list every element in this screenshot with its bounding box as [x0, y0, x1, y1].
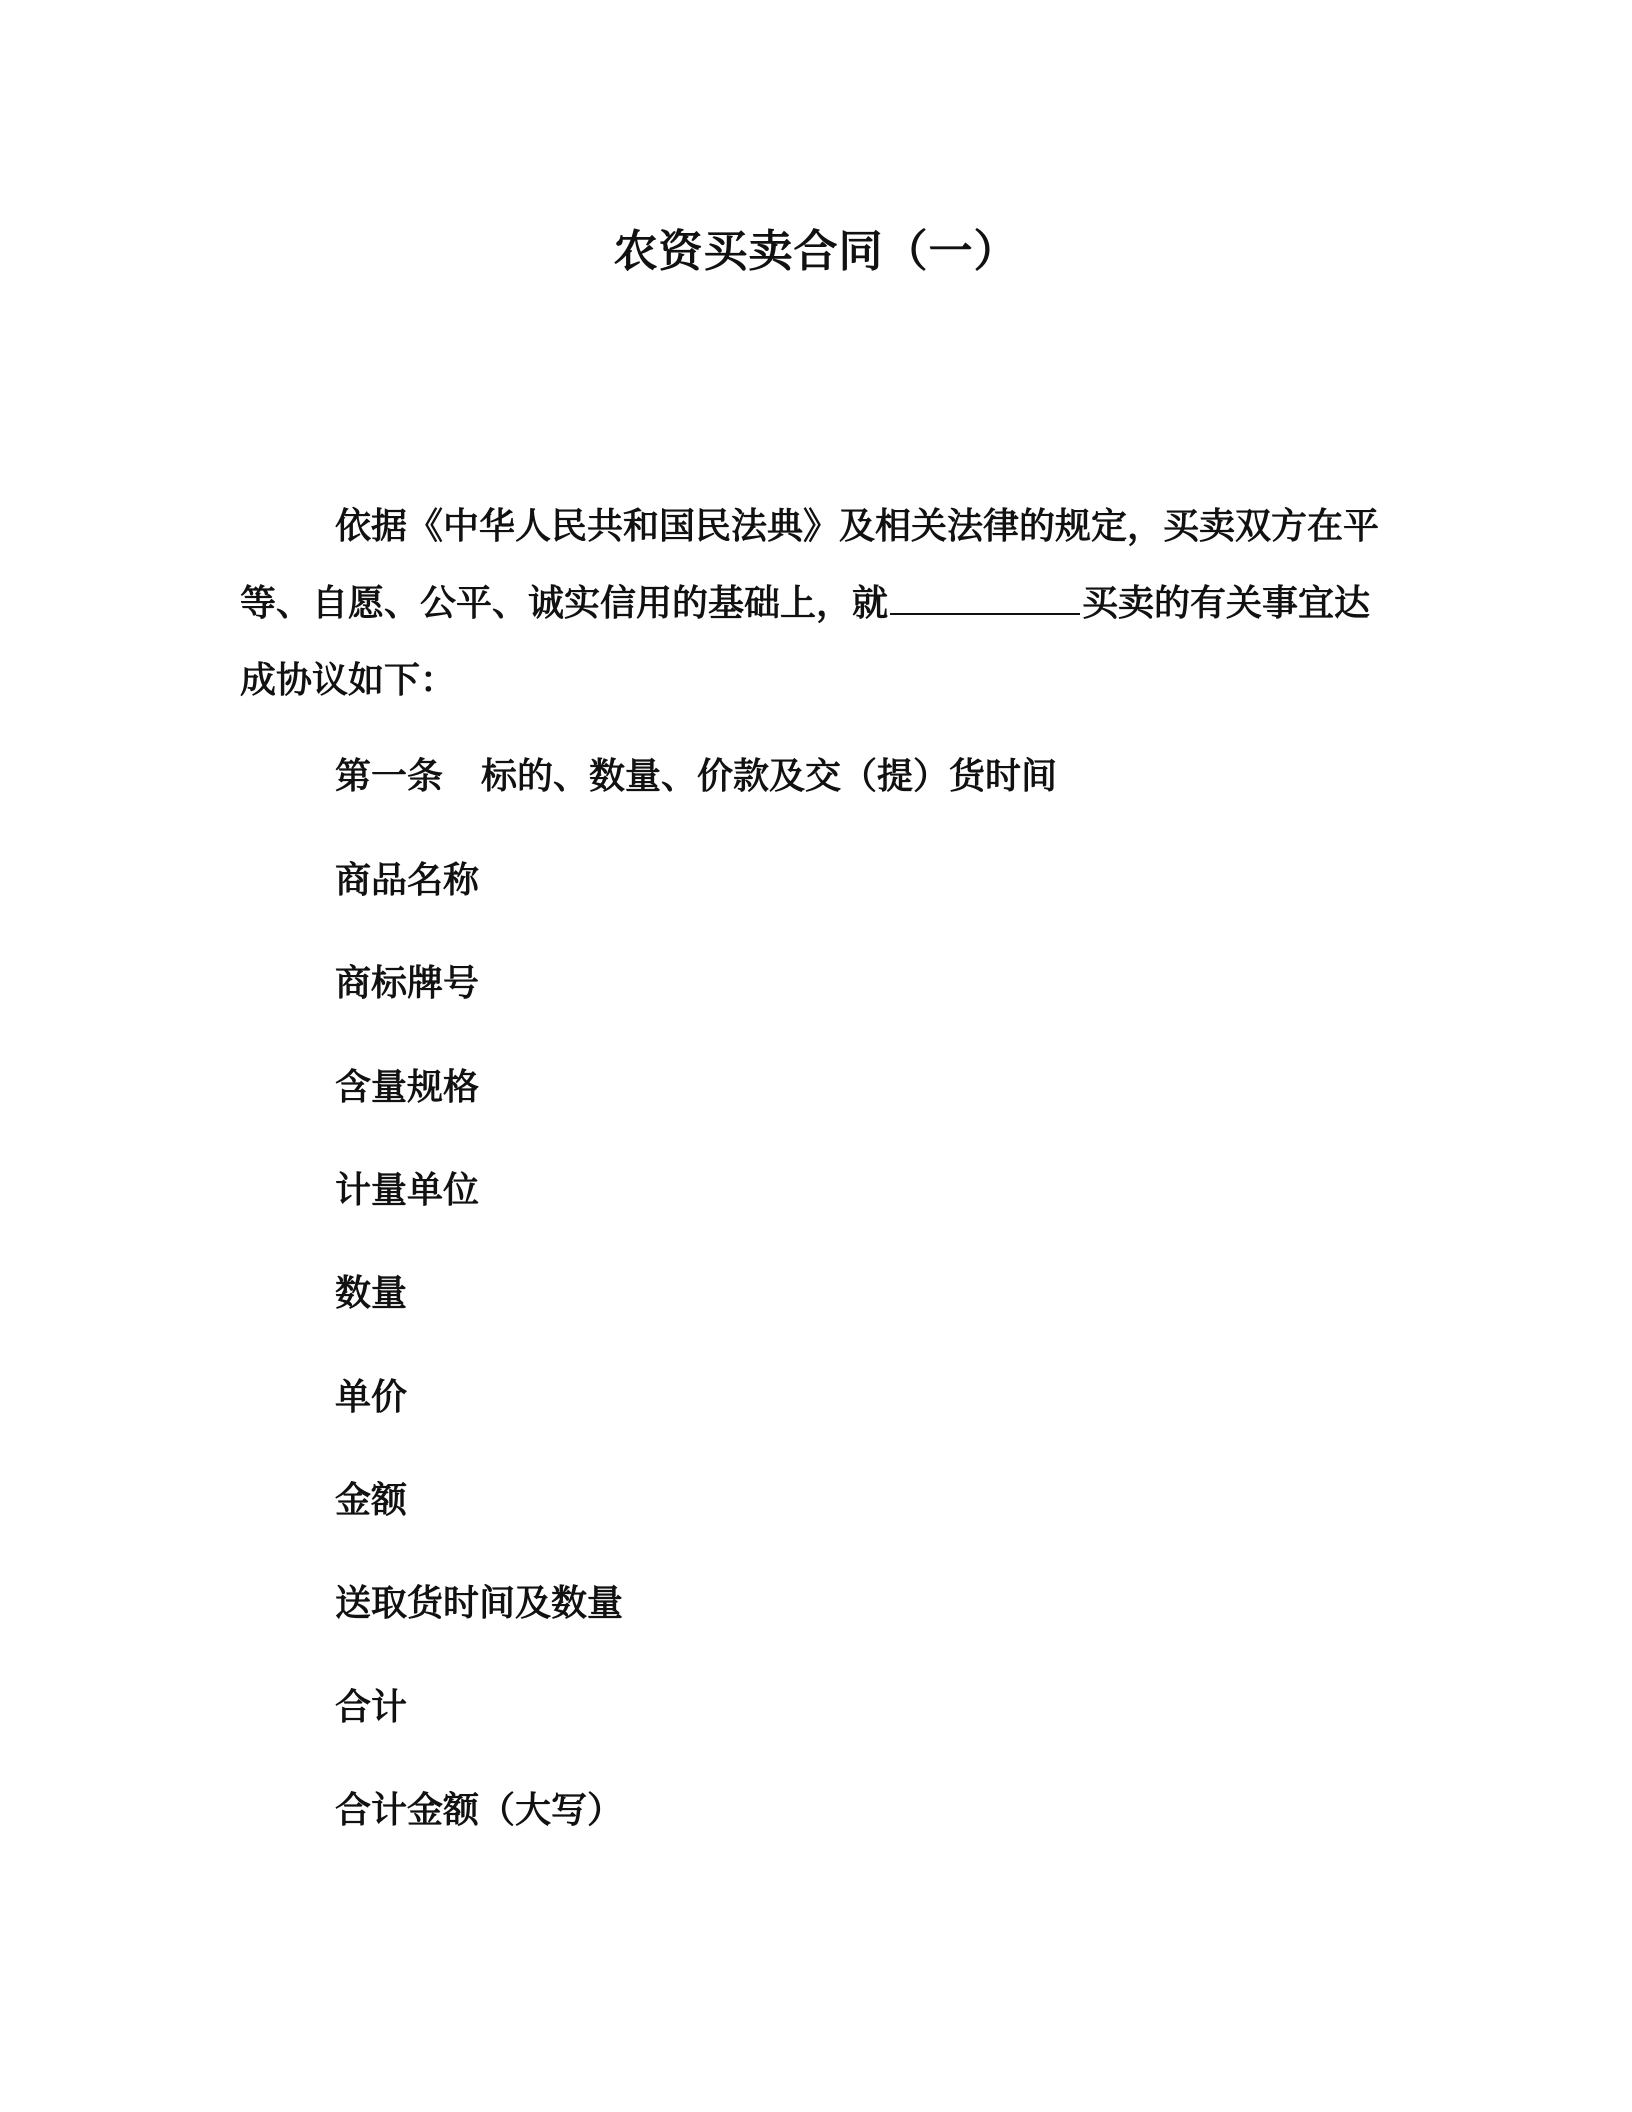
field-unit-price: 单价 — [335, 1377, 408, 1418]
subject-blank-line — [890, 583, 1080, 615]
intro-text-after-blank: 买卖的有关事宜达成协议如下： — [240, 583, 1371, 701]
field-trademark-brand: 商标牌号 — [335, 963, 480, 1004]
field-delivery-time-quantity: 送取货时间及数量 — [335, 1583, 624, 1624]
field-total-amount-capital: 合计金额（大写） — [335, 1790, 624, 1831]
article-1-heading — [335, 752, 1057, 802]
article-1-title: 标的、数量、价款及交（提）货时间 — [481, 756, 1058, 797]
article-1-number: 第一条 — [335, 756, 444, 797]
field-unit-of-measure: 计量单位 — [335, 1170, 480, 1211]
intro-paragraph — [240, 488, 1390, 719]
field-total: 合计 — [335, 1687, 408, 1728]
field-content-spec: 含量规格 — [335, 1067, 480, 1108]
field-product-name: 商品名称 — [335, 860, 480, 901]
field-amount: 金额 — [335, 1480, 408, 1521]
field-quantity: 数量 — [335, 1273, 408, 1314]
intro-text-before-blank: 依据《中华人民共和国民法典》及相关法律的规定，买卖双方在平等、自愿、公平、诚实信用的基础上，就 — [240, 506, 1380, 624]
document-title: 农资买卖合同（一） — [613, 226, 1019, 277]
